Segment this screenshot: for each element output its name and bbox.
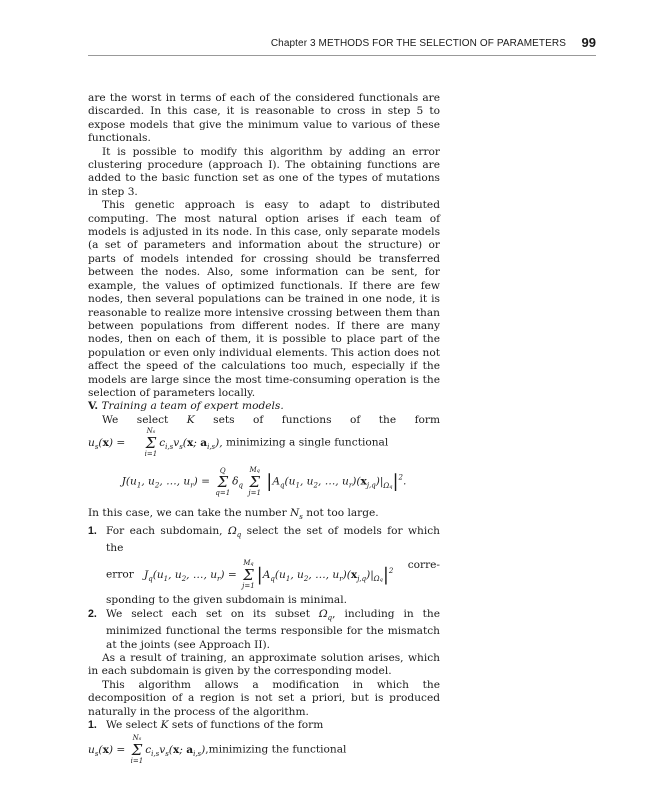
- p4-before: We select: [102, 413, 169, 426]
- list1-item-2-a: We select each set on its subset: [106, 607, 310, 620]
- list2-item-1-c: ,minimizing the functional: [205, 743, 347, 756]
- paragraph-4: [88, 414, 440, 458]
- header-rule: [88, 55, 596, 56]
- p5-Ns: $N_s$: [290, 507, 303, 522]
- p4-K: K: [186, 413, 195, 426]
- sum-operator: Ns Σ i=1: [144, 427, 158, 459]
- paragraph-6: As a result of training, an approximate solution arises, which in each subdomain is given by the corresponding model.: [88, 652, 440, 678]
- list1-item-1-b: select the set of models for which the: [106, 524, 440, 554]
- paragraph-5: [88, 507, 440, 524]
- list2-item-1-a: We select: [106, 719, 158, 732]
- p4-after: minimizing a single functional: [226, 436, 389, 449]
- list1-item-2: 2. We select each set on its subset $\Omega_q$, including in the minimized functional the terms responsible for the mismatch at the joints (see Approach II).: [88, 607, 440, 651]
- paragraph-3: This genetic approach is easy to adapt to distributed computing. The most natural option arises if each team of models is adjusted in its node. In this case, only separate models (a set of parameters and information about the structure) or parts of models intended for crossing should be transferred between the nodes. Also, some information can be sent, for example, the values of optimized functionals. If there are few nodes, then several populations can be trained in one node, it is reasonable to realize more intensive crossing between them than between populations from different nodes. If there are many nodes, then on each of them, it is possible to place part of the population or even only individual elements. This action does not affect the speed of the calculations too much, especially if the models are large since the most time-consuming operation is the selection of parameters locally.: [88, 199, 440, 399]
- p5-text-a: In this case, we can take the number: [88, 507, 287, 520]
- list2-form-equation: $u_s(x)$ = Ns Σ i=1 $c_{i,s}v_s(x$; $a_{i,s}),minimizing$ the functional: [88, 734, 347, 766]
- list2-item-1-b: sets of functions of the form: [171, 719, 324, 732]
- p5-text-b: not too large.: [306, 507, 379, 520]
- corre-hyphen: corre-: [407, 559, 440, 572]
- error-word: error: [106, 568, 134, 581]
- list2-item-1-number: 1.: [88, 719, 97, 732]
- expert-form-equation: $u_s(x)$ = Ns Σ i=1 $c_{i,s}v_s(x$; $a_{i,s}$),: [88, 427, 223, 459]
- p4-middle: sets of functions of the form: [213, 413, 441, 426]
- functional-J-equation: $J(u_1$, $u_2$, …, $u_r$) = Q Σ q=1 $\delta_q$ Mq Σ j=1 $|A_q(u_1$, $u_2$, …, $u_r)(x_{j,q})|_{\Omega q}|^2$.: [121, 466, 407, 498]
- section-v-title: Training a team of expert models.: [101, 400, 284, 413]
- running-header: [88, 36, 596, 54]
- section-v-label: V.: [88, 400, 99, 413]
- list1-item-2-number: 2.: [88, 607, 97, 620]
- page-number: 99: [581, 35, 596, 50]
- section-v-heading: [88, 400, 440, 413]
- list1-item-1-number: 1.: [88, 524, 97, 537]
- list1-item-2-b: , including in the minimized functional the terms responsible for the mismatch at the joints (see Approach II).: [106, 607, 440, 651]
- list1-item-1: 1. For each subdomain, $\Omega_q$ select the set of models for which the error $J_q(u_1$, $u_2$, …, $u_r$) = Mq Σ j=1 $|A_q(u_1$, $u_2$, …, $u_r)(x_{j,q})|_{\Omega q}|^2$ corre- sponding to the given subdomain is minimal.: [88, 524, 440, 607]
- error-equation: error $J_q(u_1$, $u_2$, …, $u_r$) = Mq Σ j=1 $|A_q(u_1$, $u_2$, …, $u_r)(x_{j,q})|_{\Omega q}|^2$ corre-: [106, 559, 440, 591]
- page-body: [88, 92, 440, 765]
- paragraph-2: It is possible to modify this algorithm by adding an error clustering procedure (approach I). The obtaining functions are added to the basic function set as one of the types of mutations in step 3.: [88, 145, 440, 198]
- paragraph-7: This algorithm allows a modification in which the decomposition of a region is not set a priori, but is produced naturally in the process of the algorithm.: [88, 678, 440, 718]
- list2-item-1: 1. We select K sets of functions of the form: [88, 719, 324, 732]
- list1-item-1-a: For each subdomain,: [106, 524, 223, 537]
- running-head-title: Chapter 3 METHODS FOR THE SELECTION OF PARAMETERS: [270, 38, 566, 49]
- paragraph-1: are the worst in terms of each of the considered functionals are discarded. In this case, it is reasonable to cross in step 5 to expose models that give the minimum value to various of these functionals.: [88, 92, 440, 145]
- list1-item-1-c: sponding to the given subdomain is minimal.: [106, 594, 347, 607]
